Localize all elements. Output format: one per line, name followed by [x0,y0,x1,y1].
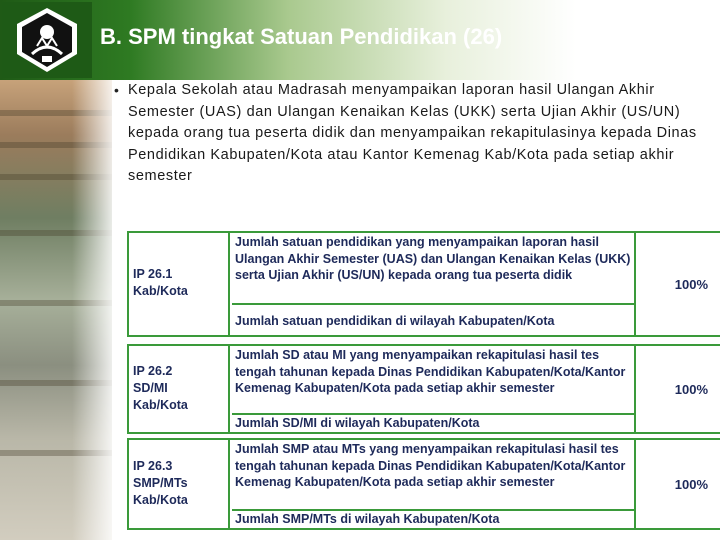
header-band [0,0,720,80]
indicator-code-line: IP 26.2 [133,364,173,378]
indicator-code [129,440,230,528]
indicator-code-line: Kab/Kota [133,493,188,507]
indicator-formula [232,346,636,432]
indicator-code-line: Kab/Kota [133,284,188,298]
indicator-denominator: Jumlah SD/MI di wilayah Kabupaten/Kota [235,416,480,430]
indicator-target: 100% [674,381,708,397]
indicator-code-line: SD/MI [133,381,168,395]
tut-wuri-handayani-logo-icon [2,2,92,78]
page-title: B. SPM tingkat Satuan Pendidikan (26) [100,24,503,49]
indicator-code-line: IP 26.3 [133,459,173,473]
indicator-numerator: Jumlah SMP atau MTs yang menyampaikan rekapitulasi hasil tes tengah tahunan kepada Dinas Pendidikan Kabupaten/Kota/Kantor Kemenag Kabupaten/Kota pada setiap akhir semester [232,440,634,511]
indicator-code [129,233,230,335]
indicator-table [127,344,720,434]
section-label: Pengukuran: [130,203,216,219]
indicator-table [127,231,720,337]
photo-fade [72,80,112,540]
indicator-denominator: Jumlah SMP/MTs di wilayah Kabupaten/Kota [235,512,500,526]
indicator-numerator: Jumlah satuan pendidikan yang menyampaikan laporan hasil Ulangan Akhir Semester (UAS) dan Ulangan Kenaikan Kelas (UKK) serta Ujian Akhir (US/UN) kepada orang tua peserta didik [232,233,634,305]
indicator-table [127,438,720,530]
indicator-code-line: Kab/Kota [133,398,188,412]
indicator-formula [232,233,636,335]
indicator-code [129,346,230,432]
classroom-photo [0,80,112,540]
bullet-paragraph: Kepala Sekolah atau Madrasah menyampaikan laporan hasil Ulangan Akhir Semester (UAS) dan Ulangan Kenaikan Kelas (UKK) serta Ujian Akhir (US/UN) kepada orang tua peserta didik dan menyampaikan rekapitulasinya kepada Dinas Pendidikan Kabupaten/Kota atau Kantor Kemenag Kab/Kota pada setiap akhir semester [128,82,697,184]
indicator-denominator: Jumlah satuan pendidikan di wilayah Kabupaten/Kota [235,314,555,328]
bullet-point-icon: • [114,82,119,98]
indicator-formula [232,440,636,528]
indicator-code-line: IP 26.1 [133,267,173,281]
indicator-code-line: SMP/MTs [133,476,188,490]
indicator-target: 100% [674,476,708,492]
indicator-target: 100% [674,276,708,292]
indicator-numerator: Jumlah SD atau MI yang menyampaikan rekapitulasi hasil tes tengah tahunan kepada Dinas Pendidikan Kabupaten/Kota/Kantor Kemenag Kabupaten/Kota pada setiap akhir semester [232,346,634,415]
